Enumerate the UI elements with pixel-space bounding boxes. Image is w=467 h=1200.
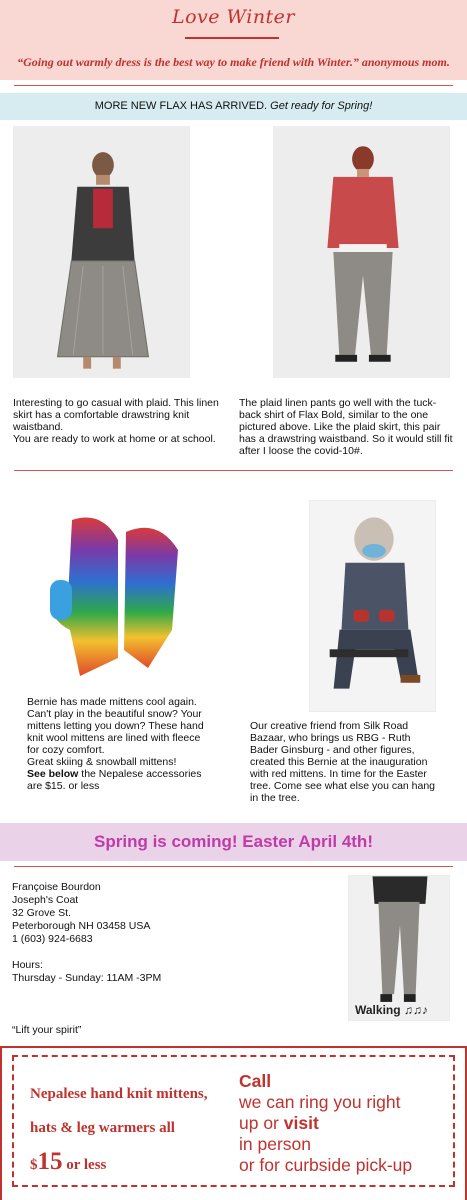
city-address: Peterborough NH 03458 USA bbox=[12, 920, 151, 932]
bernie-photo[interactable] bbox=[309, 500, 436, 712]
spacer bbox=[12, 985, 161, 1024]
price-number: 15 bbox=[37, 1148, 63, 1175]
caption-line: mittens letting you down? These hand bbox=[27, 720, 204, 732]
caption-line: Interesting to go casual with plaid. This linen bbox=[13, 397, 219, 409]
spring-banner: Spring is coming! Easter April 4th! bbox=[0, 823, 467, 861]
price-rest: or less bbox=[62, 1157, 107, 1173]
caption-line: The plaid linen pants go well with the tuck- bbox=[239, 397, 437, 409]
divider bbox=[14, 866, 453, 867]
walking-photo[interactable] bbox=[348, 875, 450, 1021]
coupon-call bbox=[239, 1071, 453, 1176]
curbside-text: or for curbside pick-up bbox=[239, 1155, 413, 1175]
caption-line: knit wool mittens are lined with fleece bbox=[27, 732, 201, 744]
contact-block bbox=[12, 881, 161, 1037]
caption-line: skirt has a comfortable drawstring knit bbox=[13, 409, 190, 421]
product-photo-skirt[interactable] bbox=[13, 126, 190, 378]
brand-underline bbox=[185, 37, 279, 39]
caption-line: Our creative friend from Silk Road bbox=[250, 720, 409, 732]
caption-line: after I loose the covid-10#. bbox=[239, 445, 363, 457]
street-address: 32 Grove St. bbox=[12, 907, 71, 919]
announcement-text: MORE NEW FLAX HAS ARRIVED. bbox=[94, 100, 268, 112]
mittens-photo[interactable] bbox=[40, 510, 188, 682]
motto: “Lift your spirit” bbox=[12, 1024, 82, 1036]
product-photo-pants[interactable] bbox=[273, 126, 450, 378]
caption-bernie bbox=[250, 720, 460, 804]
visit-text[interactable]: visit bbox=[283, 1113, 319, 1133]
caption-line: with red mittens. In time for the Easter bbox=[250, 768, 427, 780]
header-quote: “Going out warmly dress is the best way to make friend with Winter.” anonymous mom. bbox=[17, 55, 450, 69]
see-below-link-text[interactable]: See below bbox=[27, 768, 79, 780]
phone-number[interactable]: 1 (603) 924-6683 bbox=[12, 933, 93, 945]
caption-line: Bazaar, who brings us RBG - Ruth bbox=[250, 732, 411, 744]
caption-line: for cozy comfort. bbox=[27, 744, 105, 756]
in-person-text: in person bbox=[239, 1134, 311, 1154]
caption-line: are $15. or less bbox=[27, 780, 100, 792]
walking-woman-image bbox=[349, 876, 449, 1020]
hours-label: Hours: bbox=[12, 959, 43, 971]
header-banner bbox=[0, 0, 467, 80]
caption-line: You are ready to work at home or at school. bbox=[13, 433, 216, 445]
ring-text: we can ring you right bbox=[239, 1092, 401, 1112]
caption-line: back shirt of Flax Bold, similar to the one bbox=[239, 409, 429, 421]
announcement-italic: Get ready for Spring! bbox=[270, 100, 373, 112]
caption-line: tree. Come see what else you can hang bbox=[250, 780, 436, 792]
coupon-price bbox=[30, 1145, 230, 1182]
caption-line: pictured above. Like the plaid skirt, this pair bbox=[239, 421, 441, 433]
walking-caption: Walking ♫♫♪ bbox=[355, 1003, 428, 1017]
caption-pants bbox=[239, 397, 459, 457]
coupon-line2: hats & leg warmers all bbox=[30, 1120, 175, 1136]
coupon-box bbox=[12, 1055, 455, 1187]
woman-skirt-image bbox=[14, 127, 189, 377]
price-dollar: $ bbox=[30, 1157, 38, 1173]
announcement-bar bbox=[0, 93, 467, 120]
caption-line: Bernie has made mittens cool again. bbox=[27, 696, 197, 708]
coupon-line1: Nepalese hand knit mittens, bbox=[30, 1086, 208, 1102]
store-name: Joseph's Coat bbox=[12, 894, 79, 906]
caption-line: created this Bernie at the inauguration bbox=[250, 756, 428, 768]
caption-mittens bbox=[27, 696, 232, 792]
hours-value: Thursday - Sunday: 11AM -3PM bbox=[12, 972, 162, 984]
caption-line: Can't play in the beautiful snow? Your bbox=[27, 708, 202, 720]
contact-name: Françoise Bourdon bbox=[12, 881, 101, 893]
coupon-offer bbox=[30, 1077, 230, 1182]
up-or-text: up or bbox=[239, 1113, 284, 1133]
caption-line: Great skiing & snowball mittens! bbox=[27, 756, 177, 768]
caption-line: in the tree. bbox=[250, 792, 300, 804]
brand-title: Love Winter bbox=[171, 6, 296, 28]
caption-line: waistband. bbox=[13, 421, 64, 433]
spacer bbox=[12, 946, 161, 959]
divider bbox=[14, 470, 453, 471]
woman-pants-image bbox=[274, 127, 449, 377]
call-text[interactable]: Call bbox=[239, 1071, 272, 1091]
caption-line: Bader Ginsburg - and other figures, bbox=[250, 744, 415, 756]
caption-skirt bbox=[13, 397, 228, 445]
caption-text: the Nepalese accessories bbox=[78, 768, 202, 780]
mittens-image bbox=[40, 510, 188, 682]
divider bbox=[14, 85, 453, 86]
caption-line: has a drawstring waistband. So it would still fit bbox=[239, 433, 453, 445]
caption-line bbox=[27, 768, 232, 780]
bernie-figure-image bbox=[310, 501, 435, 711]
